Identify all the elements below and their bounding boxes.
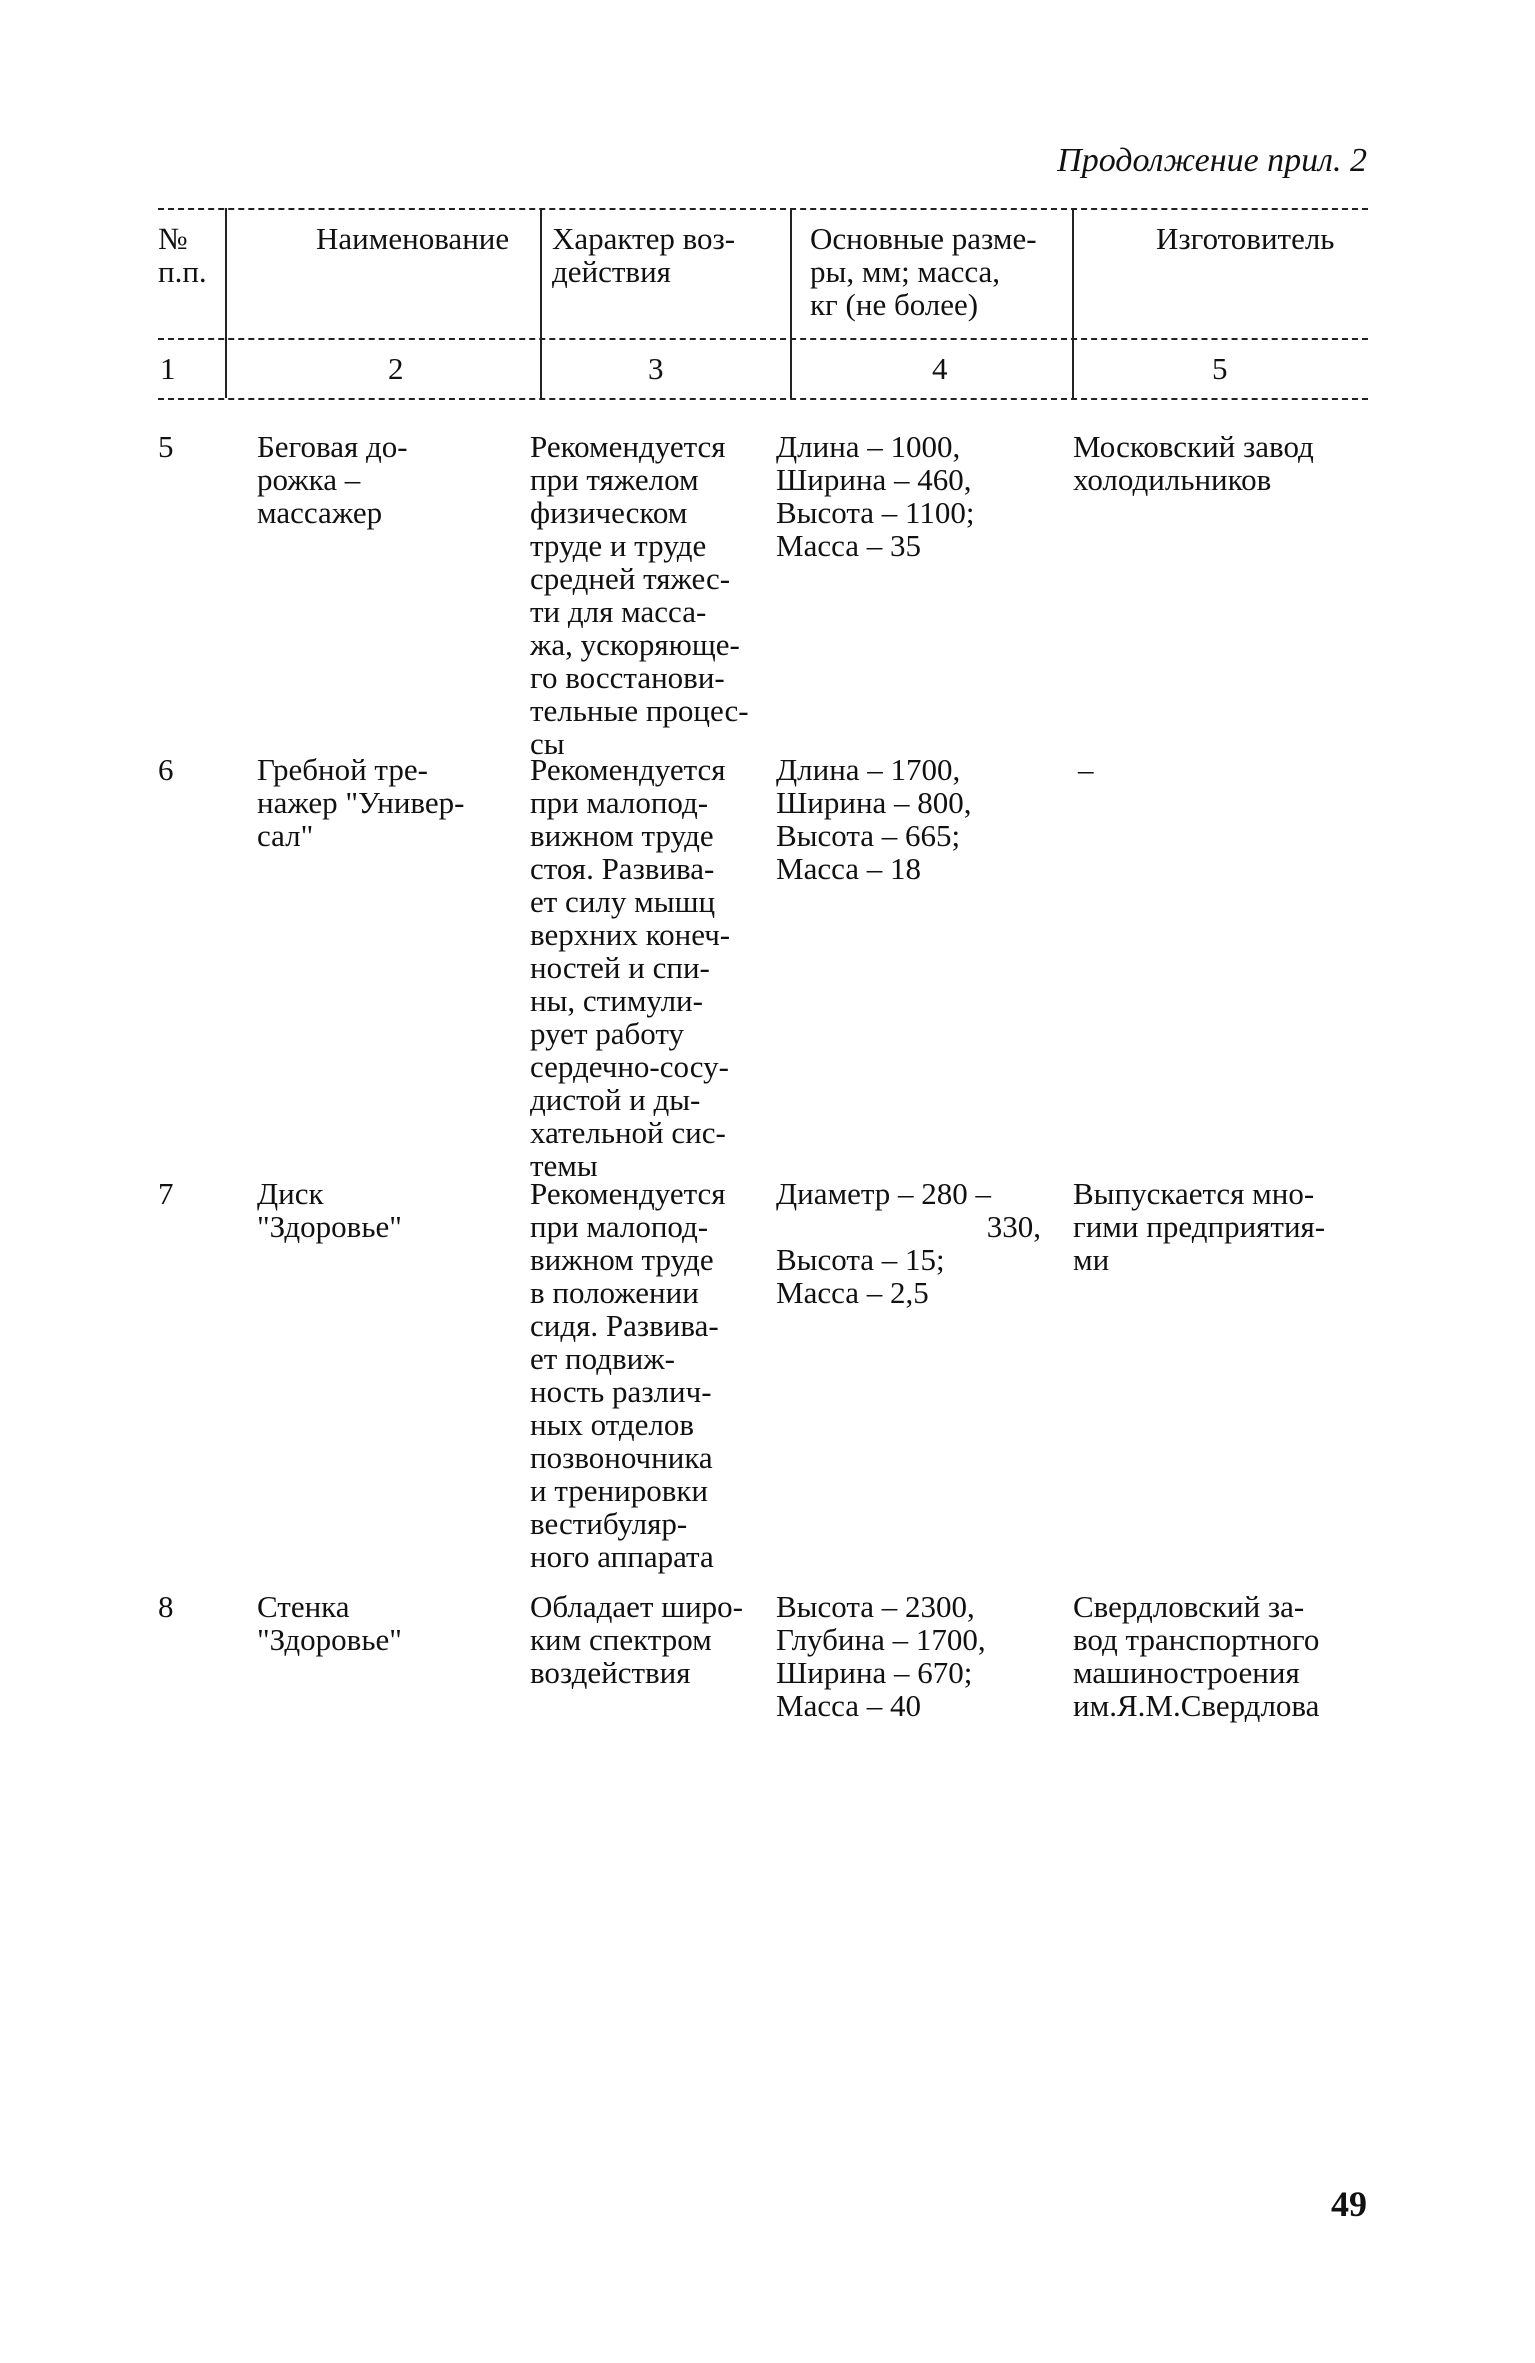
row-manufacturer: Выпускается мно- гими предприятия- ми bbox=[1073, 1176, 1326, 1277]
column-number-4: 4 bbox=[932, 351, 948, 386]
header-effect: Характер воз- действия bbox=[552, 221, 736, 289]
row-dimensions: Длина – 1700, Ширина – 800, Высота – 665; Масса – 18 bbox=[776, 752, 972, 886]
row-name: Беговая до- рожка – массажер bbox=[257, 429, 408, 530]
row-name: Стенка "Здоровье" bbox=[257, 1589, 402, 1657]
row-number: 5 bbox=[158, 429, 174, 464]
page-number: 49 bbox=[1331, 2184, 1367, 2224]
row-dimensions: Длина – 1000, Ширина – 460, Высота – 1100; Масса – 35 bbox=[776, 429, 975, 563]
row-effect: Рекомендуется при тяжелом физическом труде и труде средней тяжес- ти для масса- жа, ускоряюще- го восстанови- тельные процес- сы bbox=[530, 429, 749, 761]
header-dimensions: Основные разме- ры, мм; масса, кг (не более) bbox=[810, 221, 1037, 322]
row-manufacturer: Свердловский за- вод транспортного машиностроения им.Я.М.Свердлова bbox=[1073, 1589, 1320, 1723]
continuation-caption: Продолжение прил. 2 bbox=[1057, 142, 1367, 179]
header-number: № п.п. bbox=[158, 221, 207, 289]
header-separator-3 bbox=[790, 208, 792, 398]
row-manufacturer: Московский завод холодильников bbox=[1073, 429, 1314, 497]
header-separator-1 bbox=[225, 208, 227, 398]
header-bottom-rule bbox=[158, 398, 1368, 400]
column-number-3: 3 bbox=[648, 351, 664, 386]
row-manufacturer: – bbox=[1078, 752, 1094, 787]
row-dimensions: Высота – 2300, Глубина – 1700, Ширина – 670; Масса – 40 bbox=[776, 1589, 986, 1723]
column-number-5: 5 bbox=[1212, 351, 1228, 386]
row-name: Гребной тре- нажер "Универ- сал" bbox=[257, 752, 465, 853]
row-number: 6 bbox=[158, 752, 174, 787]
row-dimensions: Диаметр – 280 – 330, Высота – 15; Масса – 2,5 bbox=[776, 1176, 1041, 1310]
column-number-1: 1 bbox=[160, 351, 176, 386]
row-name: Диск "Здоровье" bbox=[257, 1176, 402, 1244]
row-effect: Обладает широ- ким спектром воздействия bbox=[530, 1589, 743, 1690]
row-number: 7 bbox=[158, 1176, 174, 1211]
header-manufacturer: Изготовитель bbox=[1156, 221, 1335, 256]
row-number: 8 bbox=[158, 1589, 174, 1624]
row-effect: Рекомендуется при малопод- вижном труде стоя. Развива- ет силу мышц верхних конеч- ностей и спи- ны, стимули- рует работу сердечно-сосу- дистой и ды- хательной сис- темы bbox=[530, 752, 731, 1183]
column-number-2: 2 bbox=[388, 351, 404, 386]
header-name: Наименование bbox=[316, 221, 510, 256]
header-mid-rule bbox=[158, 338, 1368, 340]
header-separator-2 bbox=[540, 208, 542, 398]
header-separator-4 bbox=[1072, 208, 1074, 398]
row-effect: Рекомендуется при малопод- вижном труде в положении сидя. Развива- ет подвиж- ность различ- ных отделов позвоночника и тренировки вестибуляр- ного аппарата bbox=[530, 1176, 726, 1574]
header-top-rule bbox=[158, 208, 1368, 210]
